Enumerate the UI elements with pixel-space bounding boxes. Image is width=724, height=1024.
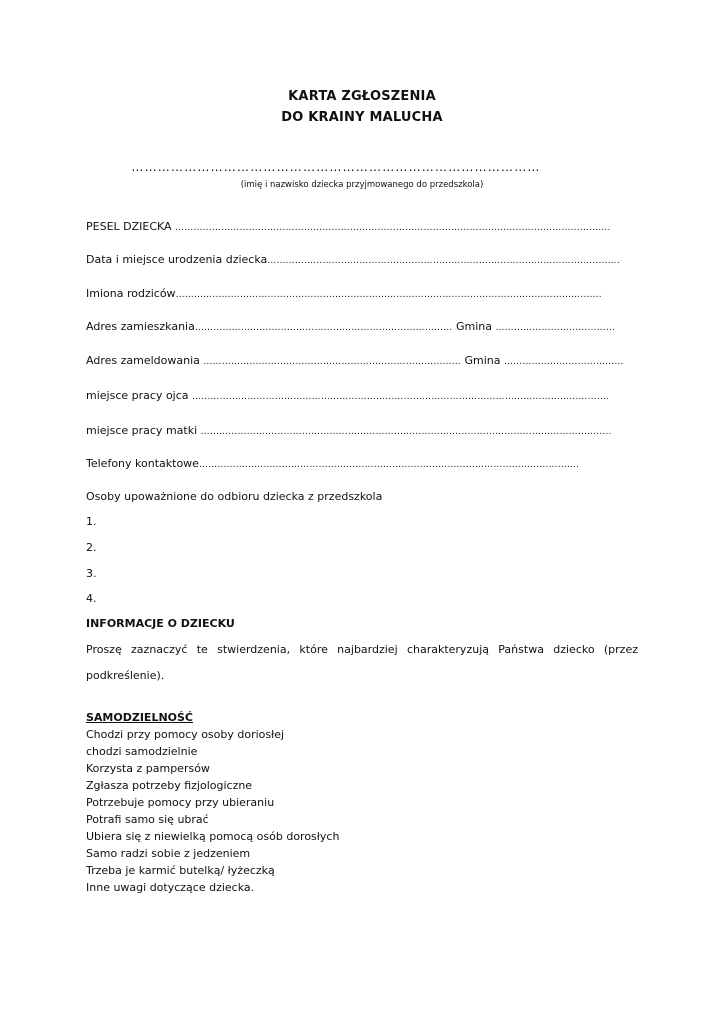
list-item[interactable]: chodzi samodzielnie [86,745,198,758]
pesel-dots[interactable]: ……………………………………………………………………………………………………………………………. [175,223,611,233]
mother-work-dots[interactable]: …………………………………………………………………………………………………………………….. [200,427,612,437]
parents-label: Imiona rodziców [86,287,176,300]
phones-label: Telefony kontaktowe [86,457,199,470]
phones-dots[interactable]: ……………………………………………………………………………………………………………. [198,460,580,470]
parents-dots[interactable]: …………………………………………………………………………………………………………………………. [175,290,602,300]
residence-gmina-dots[interactable]: ………………………………… [495,323,616,333]
authorized-item-3[interactable]: 3. [86,567,97,580]
list-item[interactable]: Ubiera się z niewielką pomocą osób dorosłych [86,830,340,843]
list-item[interactable]: Inne uwagi dotyczące dziecka. [86,881,255,894]
birth-dots[interactable]: ……………………………………………………………………………………………………. [267,256,620,266]
father-work-dots[interactable]: ………………………………………………………………………………………………………………………. [192,392,610,402]
birth-field[interactable] [86,253,620,266]
father-work-label: miejsce pracy ojca [86,389,193,402]
phones-field[interactable] [86,457,579,470]
child-name-field[interactable]: ………………………………………………………………………………… [131,160,541,174]
list-item[interactable]: Korzysta z pampersów [86,762,210,775]
title-line-1: KARTA ZGŁOSZENIA [288,89,436,104]
father-work-field[interactable] [86,389,609,402]
residence-label: Adres zamieszkania [86,320,195,333]
residence-gmina-label: Gmina [452,320,496,333]
registration-gmina-dots[interactable]: ………………………………… [503,357,624,367]
registration-dots[interactable]: ………………………………………………………………………… [203,357,461,367]
child-name-caption: (imię i nazwisko dziecka przyjmowanego do przedszkola) [240,180,484,190]
list-item[interactable]: Potrzebuje pomocy przy ubieraniu [86,796,275,809]
mother-work-field[interactable] [86,424,612,437]
mother-work-label: miejsce pracy matki [86,424,201,437]
list-item[interactable]: Samo radzi sobie z jedzeniem [86,847,251,860]
info-heading: INFORMACJE O DZIECKU [86,617,235,630]
title-line-2: DO KRAINY MALUCHA [281,110,443,125]
list-item[interactable]: Trzeba je karmić butelką/ łyżeczką [86,864,275,877]
authorized-label: Osoby upoważnione do odbioru dziecka z przedszkola [86,490,383,503]
birth-label: Data i miejsce urodzenia dziecka [86,253,268,266]
authorized-item-2[interactable]: 2. [86,541,97,554]
independence-list [86,726,339,896]
pesel-field[interactable] [86,220,611,233]
registration-gmina-label: Gmina [460,354,504,367]
list-item[interactable]: Zgłasza potrzeby fizjologiczne [86,779,253,792]
residence-dots[interactable]: ………………………………………………………………………… [194,323,453,333]
pesel-label: PESEL DZIECKA [86,220,176,233]
residence-field[interactable] [86,320,615,333]
registration-label: Adres zameldowania [86,354,204,367]
list-item[interactable]: Chodzi przy pomocy osoby doriosłej [86,728,285,741]
independence-heading: SAMODZIELNOŚĆ [86,711,194,724]
list-item[interactable]: Potrafi samo się ubrać [86,813,209,826]
info-instruction-line-1: Proszę zaznaczyć te stwierdzenia, które najbardziej charakteryzują Państwa dziecko (przez [86,643,638,656]
registration-field[interactable] [86,354,624,367]
authorized-item-1[interactable]: 1. [86,515,97,528]
parents-field[interactable] [86,287,602,300]
authorized-item-4[interactable]: 4. [86,592,97,605]
info-instruction-line-2: podkreślenie). [86,669,165,682]
